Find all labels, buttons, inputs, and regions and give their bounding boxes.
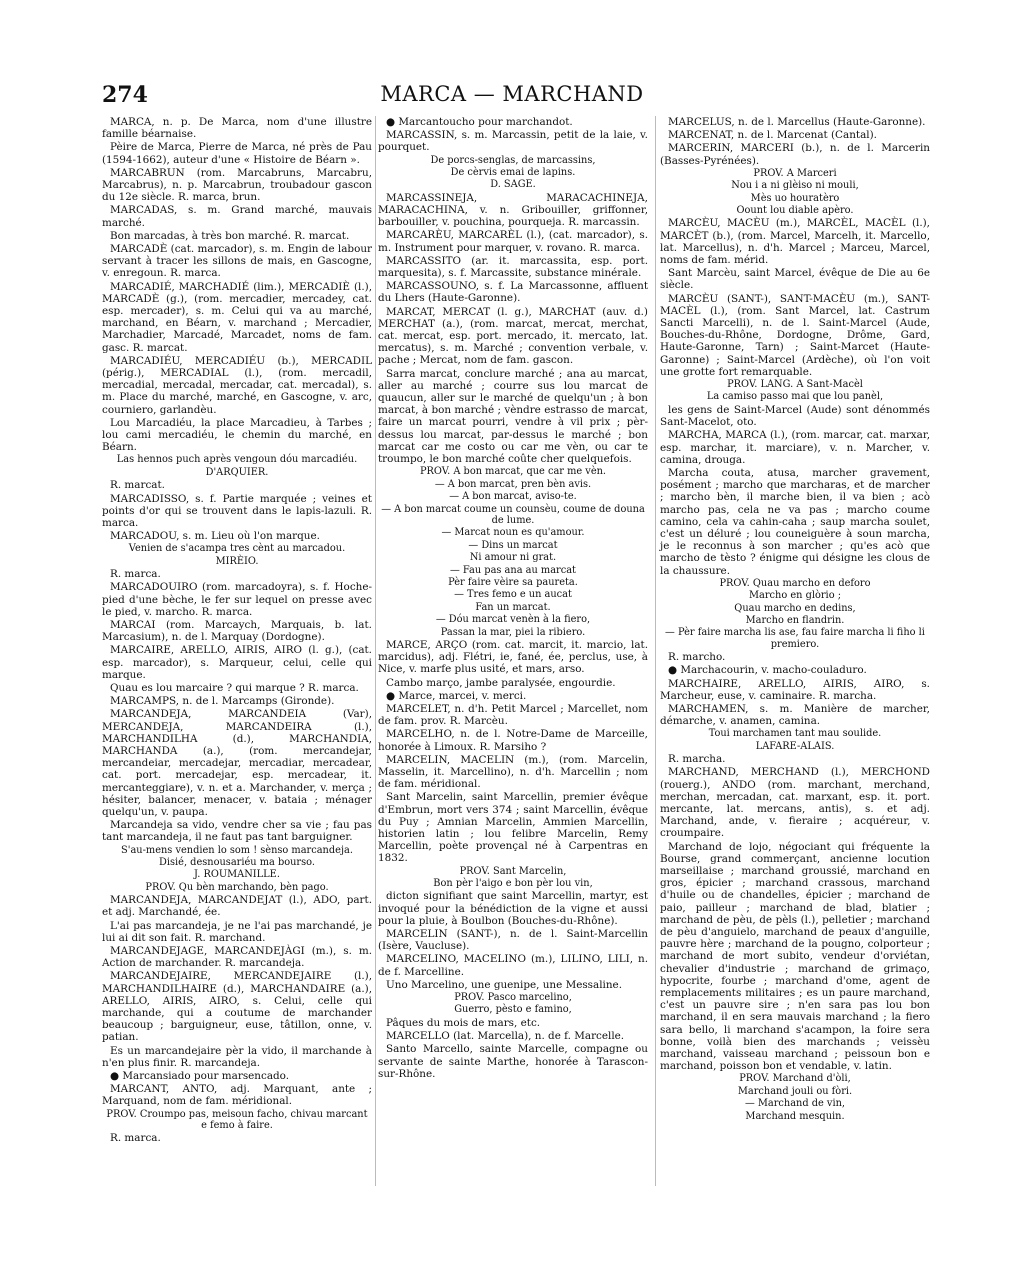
column-right bbox=[660, 116, 930, 1123]
quotation-line: PROV. Qu bèn marchando, bèn pago. bbox=[145, 881, 329, 893]
dictionary-entry: MARCADIÉ, MARCHADIÉ (lim.), MERCADIÈ (l.), MARCADÈ (g.), (rom. mercadier, mercadey, cat. esp. mercader), s. m. Celui qui va au marché, marchand, en Béarn, v. marchand ; Mercadier, Marchadier, Marcadé, Marcadet, noms de fam. gasc. R. marcat. bbox=[102, 280, 372, 354]
quotation-line: Las hennos puch après vengoun dóu marcadiéu. bbox=[116, 454, 358, 466]
quotation-line: PROV. Croumpo pas, meisoun facho, chivau marcant e femo à faire. bbox=[106, 1108, 368, 1132]
quotation-line: Quau marcho en dedins, bbox=[734, 602, 856, 614]
quotation-line: D. SAGE. bbox=[490, 179, 536, 191]
quotation-line: — Fau pas ana au marcat bbox=[449, 564, 576, 576]
dictionary-entry: MARCANDEJA, MARCANDEIA (Var), MERCANDEJA, MARCANDEIRA (l.), MARCHANDILHA (d.), MARCHANDIA, MARCHANDA (a.), (rom. mercandejar, mercandeiar, mercadejar, mercadiar, mercadear, cat. port. mercadejar, esp. mercadear, it. mercanteggiare), v. n. et a. Marchander, v. merça ; hésiter, balancer, menacer, v. bataia ; ménager quelqu'un, v. paupa. bbox=[102, 708, 372, 818]
dictionary-entry: MARCABRUN (rom. Marcabruns, Marcabru, Marcabrus), n. p. Marcabrun, troubadour gascon du 12e siècle. R. marca, brun. bbox=[102, 166, 372, 204]
dictionary-entry: MARCHAIRE, ARELLO, AIRIS, AIRO, s. Marcheur, euse, v. caminaire. R. marcha. bbox=[660, 677, 930, 702]
dictionary-entry: MARCADOUIRO (rom. marcadoyra), s. f. Hoche-pied d'une bèche, le fer sur lequel on presse avec le pied, v. marcho. R. marca. bbox=[102, 581, 372, 618]
column-rule-left bbox=[375, 116, 376, 1186]
quotation-line: Pèr faire vèire sa paureta. bbox=[448, 576, 578, 588]
quotation-line: — Pèr faire marcha lis ase, fau faire marcha li fiho li premiero. bbox=[665, 627, 925, 650]
dictionary-entry: Pèire de Marca, Pierre de Marca, né près de Pau (1594-1662), auteur d'une « Histoire de Béarn ». bbox=[102, 141, 372, 166]
dictionary-entry: MARCELIN (SANT-), n. de l. Saint-Marcellin (Isère, Vaucluse). bbox=[378, 928, 648, 953]
dictionary-entry: MARCADIÉU, MERCADIÉU (b.), MERCADIL (périg.), MERCADIAL (l.), (rom. mercadil, mercadial, mercadal, mercadar, cat. mercadal), s. m. Place du marché, marché, en Gascogne, v. arc, courniero, garlandèu. bbox=[102, 354, 372, 416]
dictionary-entry: Cambo março, jambe paralysée, engourdie. bbox=[386, 676, 616, 689]
dictionary-entry: MARCÈU, MACÈU (m.), MARCÈL, MACÈL (l.), MARCÈT (b.), (rom. Marcel, Marcelh, it. Marcello, lat. Marcellus), n. d'h. Marcel ; Marceu, Marcel, noms de fam. mérid. bbox=[660, 217, 930, 267]
dictionary-entry: MARCASSOUNO, s. f. La Marcassonne, affluent du Lhers (Haute-Garonne). bbox=[378, 280, 648, 305]
dictionary-entry: MARCAT, MERCAT (l. g.), MARCHAT (auv. d.) MERCHAT (a.), (rom. marcat, mercat, merchat, cat. mercat, esp. port. mercado, it. mercato, lat. mercatus), s. m. Marché ; convention verbale, v. pache ; Mercat, nom de fam. gascon. bbox=[378, 305, 648, 367]
dictionary-entry: Santo Marcello, sainte Marcelle, compagne ou servante de sainte Marthe, honorée à Tarascon-sur-Rhône. bbox=[378, 1043, 648, 1080]
quotation-line: Guerro, pèsto e famino, bbox=[454, 1004, 572, 1016]
quotation-line: Disié, desnousariéu ma bourso. bbox=[159, 857, 315, 868]
dictionary-entry: MARCASSIN, s. m. Marcassin, petit de la laie, v. pourquet. bbox=[378, 129, 648, 154]
dictionary-entry: les gens de Saint-Marcel (Aude) sont dénommés Sant-Macelot, oto. bbox=[660, 403, 930, 429]
quotation-line: PROV. Marchand d'òli, bbox=[739, 1073, 851, 1085]
quotation-line: La camiso passo mai que lou panèl, bbox=[706, 391, 884, 403]
quotation-line: MIRÈIO. bbox=[215, 555, 259, 567]
dictionary-entry: MARCELLO (lat. Marcella), n. de f. Marcelle. bbox=[386, 1030, 625, 1043]
dictionary-entry: ● Marchacourin, v. macho-couladuro. bbox=[668, 664, 867, 677]
dictionary-entry: MARCELET, n. d'h. Petit Marcel ; Marcellet, nom de fam. prov. R. Marcèu. bbox=[378, 703, 648, 728]
dictionary-entry: MARCÈU (SANT-), SANT-MACÈU (m.), SANT-MACÈL (l.), (rom. Sant Marcel, lat. Castrum Sancti Marcelli), n. de l. Saint-Marcel (Aude, Bouches-du-Rhône, Dordogne, Drôme, Gard, Haute-Garonne, Tarn) ; Saint-Marcet (Haute-Garonne) ; Saint-Marcel (Ardèche), où l'on voit une grotte fort remarquable. bbox=[660, 292, 930, 378]
dictionary-entry: MARCE, ARÇO (rom. cat. marcit, it. marcio, lat. marcidus), adj. Flétri, ie, fané, ée, perclus, use, à Nice, v. marfe plus usité, et mars, arso. bbox=[378, 638, 648, 676]
quotation-line: De porcs-senglas, de marcassins, bbox=[430, 154, 596, 166]
quotation-line: Marcho en flandrin. bbox=[745, 614, 845, 626]
dictionary-entry: Pâques du mois de mars, etc. bbox=[386, 1016, 541, 1029]
quotation-line: PROV. A bon marcat, que car me vèn. bbox=[419, 466, 607, 478]
dictionary-entry: MARCHAND, MERCHAND (l.), MERCHOND (rouerg.), ANDO (rom. marchant, merchand, merchan, mercadan, cat. marxant, esp. it. port. mercante, lat. mercans, antis), s. et adj. Marchand, ande, v. fieraire ; acquéreur, v. croumpaire. bbox=[660, 766, 930, 840]
column-middle bbox=[378, 116, 648, 1081]
dictionary-entry: MARCADAS, s. m. Grand marché, mauvais marché. bbox=[102, 204, 372, 229]
quotation-line: Ni amour ni grat. bbox=[469, 552, 557, 564]
dictionary-entry: MARCASSITO (ar. it. marcassita, esp. port. marquesita), s. f. Marcassite, substance minérale. bbox=[378, 254, 648, 280]
quotation-line: Toui marchamen tant mau soulide. bbox=[708, 728, 882, 740]
quotation-line: Venien de s'acampa tres cènt au marcadou. bbox=[128, 543, 346, 555]
quotation-line: — A bon marcat, pren bèn avis. bbox=[434, 478, 592, 490]
quotation-line: — A bon marcat coume un counsèu, coume de douna de lume. bbox=[381, 503, 645, 526]
dictionary-entry: MARCANT, ANTO, adj. Marquant, ante ; Marquand, nom de fam. méridional. bbox=[102, 1083, 372, 1108]
quotation-line: — Tres femo e un aucat bbox=[454, 589, 572, 601]
dictionary-entry: MARCERIN, MARCERI (b.), n. de l. Marcerin (Basses-Pyrénées). bbox=[660, 142, 930, 167]
dictionary-entry: R. marca. bbox=[110, 1132, 161, 1145]
dictionary-entry: MARCASSINEJA, MARACACHINEJA, MARACACHINA, v. n. Gribouiller, griffonner, barbouiller, v. pouchina, pourqueja. R. marcassin. bbox=[378, 191, 648, 229]
quotation-line: Nou i a ni glèiso ni mouli, bbox=[731, 180, 859, 192]
quotation-line: S'au-mens vendien lo som ! sènso marcandeja. bbox=[121, 844, 353, 856]
quotation-line: PROV. Pasco marcelino, bbox=[454, 992, 572, 1004]
dictionary-entry: MARCAIRE, ARELLO, AIRIS, AIRO (l. g.), (cat. esp. marcador), s. Marqueur, celui, celle qui marque. bbox=[102, 644, 372, 681]
quotation-line: J. ROUMANILLE. bbox=[194, 869, 280, 881]
dictionary-entry: MARCARÈU, MARCARÈL (l.), (cat. marcador), s. m. Instrument pour marquer, v. rovano. R. marca. bbox=[378, 229, 648, 254]
quotation-line: De cèrvis emai de lapins. bbox=[450, 167, 576, 179]
dictionary-entry: ● Marcansiado pour marsencado. bbox=[110, 1070, 290, 1083]
column-rule-right bbox=[655, 116, 656, 1186]
dictionary-entry: MARCADÈ (cat. marcador), s. m. Engin de labour servant à tracer les sillons de mais, en Gascogne, v. enregoun. R. marca. bbox=[102, 243, 372, 280]
dictionary-entry: R. marcat. bbox=[110, 479, 165, 492]
quotation-line: — Marchand de vin, bbox=[744, 1098, 846, 1110]
dictionary-entry: MARCHA, MARCA (l.), (rom. marcar, cat. marxar, esp. marchar, it. marciare), v. n. Marcher, v. camina, drouga. bbox=[660, 429, 930, 466]
quotation-line: PROV. Quau marcho en deforo bbox=[719, 577, 871, 589]
dictionary-entry: MARCAMPS, n. de l. Marcamps (Gironde). bbox=[110, 695, 335, 708]
dictionary-entry: MARCELHO, n. de l. Notre-Dame de Marceille, honorée à Limoux. R. Marsiho ? bbox=[378, 728, 648, 753]
dictionary-entry: Uno Marcelino, une guenipe, une Messaline. bbox=[386, 978, 623, 991]
dictionary-entry: R. marcha. bbox=[668, 753, 726, 766]
dictionary-entry: Sant Marcèu, saint Marcel, évêque de Die au 6e siècle. bbox=[660, 267, 930, 292]
quotation-line: Fan un marcat. bbox=[475, 601, 551, 613]
quotation-line: D'ARQUIER. bbox=[205, 466, 269, 478]
dictionary-entry: Quau es lou marcaire ? qui marque ? R. marca. bbox=[110, 681, 359, 694]
dictionary-entry: Lou Marcadiéu, la place Marcadieu, à Tarbes ; lou cami mercadiéu, le chemin du marché, en Béarn. bbox=[102, 416, 372, 454]
dictionary-entry: MARCANDEJAIRE, MERCANDEJAIRE (l.), MARCHANDILHAIRE (d.), MARCHANDAIRE (a.), ARELLO, AIRIS, AIRO, s. Celui, celle qui marchande, qui a coutume de marchander beaucoup ; barguigneur, euse, tâtillon, onne, v. patian. bbox=[102, 970, 372, 1044]
quotation-line: — Dins un marcat bbox=[468, 539, 558, 551]
quotation-line: PROV. Sant Marcelin, bbox=[459, 865, 567, 877]
dictionary-entry: Sarra marcat, conclure marché ; ana au marcat, aller au marché ; courre sus lou marcat de quaucun, aller sur le marché de quelqu'un ; à bon marcat, à bon marché ; vèndre estrasso de marcat, faire un marcat pourri, vendre à vil prix ; pèr-dessus lou marcat, par-dessus le marché ; bon marcat car me costo ou car me vèn, ou car te troumpo, le bon marché coûte cher quelquefois. bbox=[378, 367, 648, 466]
dictionary-entry: ● Marcantoucho pour marchandot. bbox=[386, 116, 573, 128]
quotation-line: Marcho en glòrio ; bbox=[748, 590, 842, 602]
quotation-line: — A bon marcat, aviso-te. bbox=[449, 491, 577, 503]
dictionary-entry: Marchand de lojo, négociant qui fréquente la Bourse, grand commerçant, ancienne locution marseillaise ; marchand groussié, marchand en gros, épicier ; marchand crassous, marchand d'huile ou de chandelles, épicier ; marchand de paio, pailleur ; marchand de blad, blatier ; marchand de pèu, de pèls (l.), pelletier ; marchand de pèu d'anguielo, marchand de peaux d'anguille, pauvre hère ; marchand de la pougno, colporteur ; marchand de mort subito, vendeur d'orviétan, chevalier d'industrie ; marchand de grimaço, hypocrite, fourbe ; marchand d'ome, agent de remplacements militaires ; es un paure marchand, c'est un pauvre sire ; n'en sara pas lou bon marchand, il en sera mauvais marchand ; la fiero sara bello, li marchand s'acampon, la foire sera bonne, voilà bien des marchands ; veissèu marchand, vaisseau marchand ; peissoun bon e marchand, poisson bon et vendable, v. latin. bbox=[660, 840, 930, 1073]
dictionary-entry: Marcandeja sa vido, vendre cher sa vie ; fau pas tant marcandeja, il ne faut pas tant barguigner. bbox=[102, 819, 372, 844]
dictionary-entry: R. marca. bbox=[110, 568, 161, 581]
dictionary-entry: MARCELINO, MACELINO (m.), LILINO, LILI, n. de f. Marcelline. bbox=[378, 953, 648, 978]
dictionary-entry: MARCADISSO, s. f. Partie marquée ; veines et points d'or qui se trouvent dans le lapis-lazuli. R. marca. bbox=[102, 492, 372, 529]
dictionary-entry: MARCADOU, s. m. Lieu où l'on marque. bbox=[110, 530, 320, 543]
quotation-line: Marchand jouli ou fòri. bbox=[737, 1085, 853, 1097]
quotation-line: PROV. LANG. A Sant-Macèl bbox=[727, 379, 863, 391]
dictionary-entry: MARCANDEJAGE, MARCANDEJÀGI (m.), s. m. Action de marchander. R. marcandeja. bbox=[102, 945, 372, 970]
dictionary-entry: Es un marcandejaire pèr la vido, il marchande à n'en plus finir. R. marcandeja. bbox=[102, 1044, 372, 1069]
dictionary-entry: MARCAI (rom. Marcaych, Marquais, b. lat. Marcasium), n. de l. Marquay (Dordogne). bbox=[102, 618, 372, 644]
dictionary-entry: MARCENAT, n. de l. Marcenat (Cantal). bbox=[668, 129, 877, 142]
quotation-line: — Marcat noun es qu'amour. bbox=[441, 527, 585, 539]
dictionary-entry: L'ai pas marcandeja, je ne l'ai pas marchandé, je lui ai dit son fait. R. marchand. bbox=[102, 919, 372, 944]
dictionary-entry: MARCELIN, MACELIN (m.), (rom. Marcelin, Masselin, it. Marcellino), n. d'h. Marcellin ; nom de fam. méridional. bbox=[378, 753, 648, 791]
quotation-line: Bon pèr l'aigo e bon pèr lou vin, bbox=[433, 878, 593, 890]
quotation-line: Marchand mesquin. bbox=[745, 1110, 845, 1122]
dictionary-entry: Sant Marcelin, saint Marcellin, premier évêque d'Embrun, mort vers 374 ; saint Marcellin, évêque du Puy ; Amnian Marcelin, Ammien Marcellin, historien latin ; lou felibre Marcelin, Remy Marcellin, poète provençal né à Carpentras en 1832. bbox=[378, 791, 648, 865]
dictionary-entry: dicton signifiant que saint Marcellin, martyr, est invoqué pour la bénédiction de la vigne et aussi pour la pluie, à Boulbon (Bouches-du-Rhône). bbox=[378, 890, 648, 927]
quotation-line: Passan la mar, piei la ribiero. bbox=[440, 626, 586, 638]
column-left bbox=[102, 116, 372, 1146]
dictionary-entry: Marcha couta, atusa, marcher gravement, posément ; marcho que marcharas, et de marcher ; marcho bèn, il marche bien, il va bien ; acò marcho pas, cela ne va pas ; marcho coume camino, cela va cahin-caha ; saup marcha soulet, c'est un déluré ; lou couneiguère à soun marcha, je le reconnus à son marcher ; qu'es acò que marcho de tèsto ? énigme qui désigne les clous de la chaussure. bbox=[660, 466, 930, 577]
dictionary-entry: ● Marce, marcei, v. merci. bbox=[386, 689, 527, 702]
quotation-line: — Dóu marcat venèn à la fiero, bbox=[435, 614, 591, 626]
quotation-line: LAFARE-ALAIS. bbox=[755, 740, 835, 752]
running-title: MARCA — MARCHAND bbox=[380, 82, 644, 106]
quotation-line: PROV. A Marceri bbox=[753, 167, 837, 179]
dictionary-entry: MARCHAMEN, s. m. Manière de marcher, démarche, v. anamen, camina. bbox=[660, 702, 930, 728]
quotation-line: Mès uo houratèro bbox=[750, 192, 840, 204]
dictionary-entry: R. marcho. bbox=[668, 651, 726, 664]
dictionary-entry: Bon marcadas, à très bon marché. R. marcat. bbox=[110, 229, 350, 242]
dictionary-entry: MARCA, n. p. De Marca, nom d'une illustre famille béarnaise. bbox=[102, 116, 372, 141]
dictionary-entry: MARCELUS, n. de l. Marcellus (Haute-Garonne). bbox=[668, 116, 926, 128]
quotation-line: Oount lou diable apèro. bbox=[736, 205, 854, 217]
page-number: 274 bbox=[102, 82, 148, 108]
dictionary-entry: MARCANDEJA, MARCANDEJAT (l.), ADO, part. et adj. Marchandé, ée. bbox=[102, 894, 372, 919]
